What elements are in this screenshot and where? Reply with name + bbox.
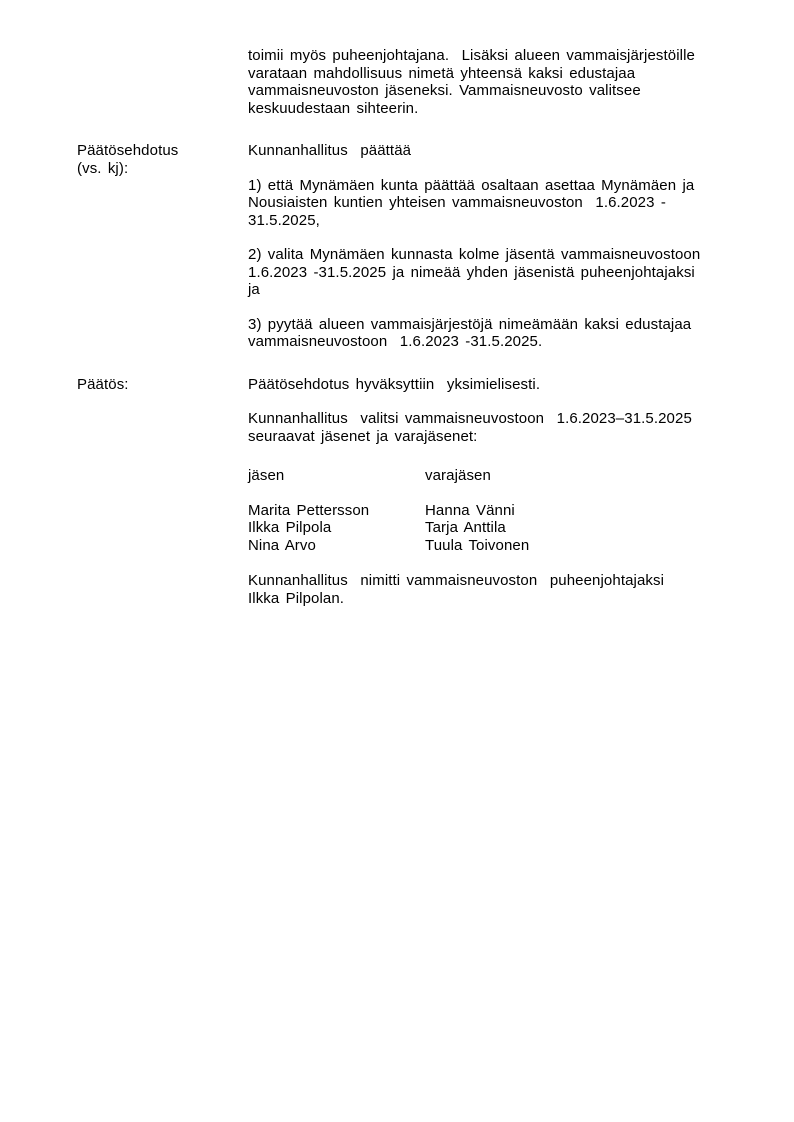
section-intro [77,47,725,117]
members-table [248,467,706,554]
table-row-deputy: Hanna Vänni [425,501,515,519]
table-row-member: Ilkka Pilpola [248,519,332,536]
document-body [77,47,725,607]
section-proposal [77,142,725,351]
proposal-content [248,142,706,351]
section-decision [77,376,725,608]
members-table-header-jasen: jäsen [248,467,285,484]
proposal-paragraph-lead: Kunnanhallitus päättää [248,142,412,159]
proposal-paragraph-item3: 3) pyytää alueen vammaisjärjestöjä nimeämään kaksi edustajaa vammaisneuvostoon 1.6.2023 -31.5.2025. [248,315,698,350]
decision-paragraph-chairman: Kunnanhallitus nimitti vammaisneuvoston puheenjohtajaksi Ilkka Pilpolan. [248,572,677,607]
table-row-member: Marita Pettersson [248,501,370,519]
intro-paragraph: toimii myös puheenjohtajana. Lisäksi alueen vammaisjärjestöille varataan mahdollisuus nimetä yhteensä kaksi edustajaa vammaisneuvoston jäseneksi. Vammaisneuvosto valitsee keskuudestaan sihteerin. [248,47,702,117]
decision-paragraph-approved: Päätösehdotus hyväksyttiin yksimielisesti. [248,375,541,393]
decision-label-text: Päätös: [77,375,129,393]
decision-paragraph-elected: Kunnanhallitus valitsi vammaisneuvostoon 1.6.2023–31.5.2025 seuraavat jäsenet ja varajäsenet: [248,410,699,445]
proposal-label-line1: Päätösehdotus [77,142,179,159]
proposal-paragraph-item1: 1) että Mynämäen kunta päättää osaltaan asettaa Mynämäen ja Nousiaisten kuntien yhteisen vammaisneuvoston 1.6.2023 - 31.5.2025, [248,176,701,229]
members-table-header-varajasen: varajäsen [425,467,491,484]
proposal-label-line2: (vs. kj): [77,159,129,177]
table-row-deputy: Tuula Toivonen [425,536,530,554]
table-row-member: Nina Arvo [248,536,316,554]
intro-content [248,47,706,117]
table-row-deputy: Tarja Anttila [425,519,506,536]
decision-content [248,376,706,608]
proposal-label [77,142,248,177]
proposal-paragraph-item2: 2) valita Mynämäen kunnasta kolme jäsentä vammaisneuvostoon 1.6.2023 -31.5.2025 ja nimeää yhden jäsenistä puheenjohtajaksi ja [248,246,707,298]
decision-label [77,376,248,394]
